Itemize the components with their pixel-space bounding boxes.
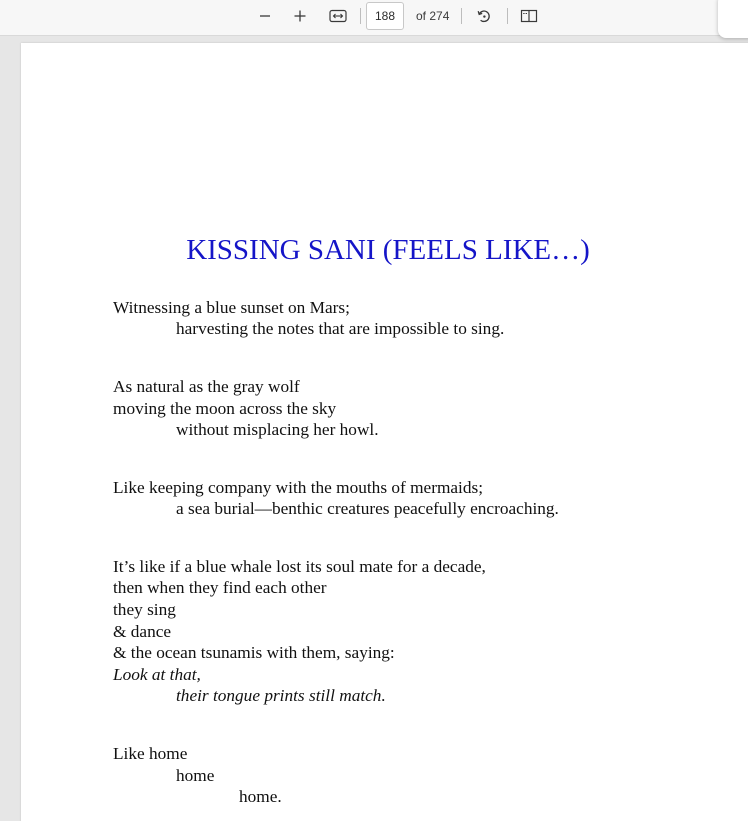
floating-panel [718, 0, 748, 38]
poem-line: harvesting the notes that are impossible to sing. [176, 319, 505, 338]
poem-line: a sea burial—benthic creatures peacefully encroaching. [176, 499, 559, 518]
page-view-button[interactable] [515, 4, 543, 28]
poem-line: Like keeping company with the mouths of mermaids; [113, 478, 484, 497]
poem-line: moving the moon across the sky [113, 399, 337, 418]
toolbar-divider [461, 8, 462, 24]
poem-line: home. [239, 787, 282, 806]
zoom-in-button[interactable] [286, 4, 314, 28]
poem-line: then when they find each other [113, 578, 327, 597]
pdf-page [21, 43, 748, 821]
two-page-view-icon [520, 9, 538, 23]
poem-line: they sing [113, 600, 176, 619]
poem-line: their tongue prints still match. [176, 686, 386, 705]
minus-icon [258, 9, 272, 23]
page-total-label: of 274 [416, 9, 450, 23]
plus-icon [293, 9, 307, 23]
toolbar-divider [360, 8, 361, 24]
rotate-icon [476, 8, 492, 24]
zoom-out-button[interactable] [251, 4, 279, 28]
poem-title: KISSING SANI (FEELS LIKE…) [186, 234, 590, 266]
poem-line: & the ocean tsunamis with them, saying: [113, 643, 395, 662]
toolbar-divider [507, 8, 508, 24]
rotate-button[interactable] [470, 4, 498, 28]
page-number-input[interactable] [366, 2, 404, 30]
poem-line: home [176, 766, 215, 785]
poem-line: Look at that, [113, 665, 201, 684]
fit-width-button[interactable] [324, 4, 352, 28]
poem-line: As natural as the gray wolf [113, 377, 300, 396]
poem-line: Like home [113, 744, 188, 763]
poem-line: It’s like if a blue whale lost its soul mate for a decade, [113, 557, 486, 576]
poem-line: & dance [113, 622, 172, 641]
poem-line: Witnessing a blue sunset on Mars; [113, 298, 350, 317]
poem-line: without misplacing her howl. [176, 420, 379, 439]
document-viewer[interactable] [0, 36, 748, 821]
fit-width-icon [329, 9, 347, 23]
pdf-toolbar [0, 0, 748, 36]
